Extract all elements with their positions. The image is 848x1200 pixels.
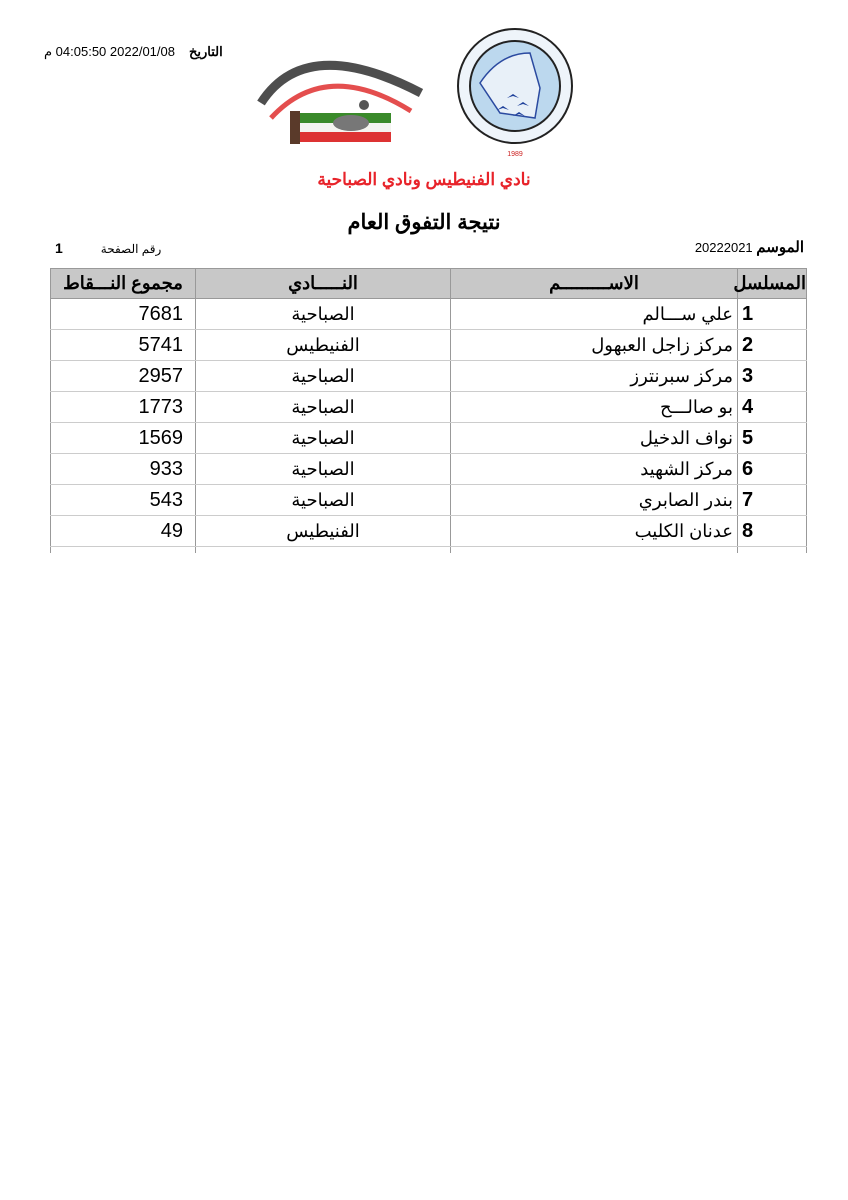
cell-serial: 4 — [738, 392, 807, 423]
cell-serial: 5 — [738, 423, 807, 454]
cell-club: الصباحية — [196, 454, 451, 485]
table-row — [51, 485, 807, 516]
cell-club: الصباحية — [196, 361, 451, 392]
season-value: 20222021 — [694, 240, 753, 255]
header-name: الاســـــــــم — [451, 269, 738, 299]
empty-cell — [196, 547, 451, 553]
cell-serial: 2 — [738, 330, 807, 361]
cell-serial: 7 — [738, 485, 807, 516]
cell-name: مركز الشهيد — [451, 454, 738, 485]
header-club: النـــــادي — [196, 269, 451, 299]
cell-club: الفنيطيس — [196, 330, 451, 361]
table-row — [51, 516, 807, 547]
cell-name: علي ســـالم — [451, 299, 738, 330]
cell-club: الصباحية — [196, 299, 451, 330]
header-serial: المسلسل — [738, 269, 807, 299]
cell-points: 1773 — [51, 392, 196, 423]
table-empty-row — [51, 547, 807, 553]
table-row — [51, 361, 807, 392]
page-number-label: رقم الصفحة — [100, 242, 162, 256]
page-number-value: 1 — [55, 240, 63, 256]
season-info — [695, 238, 804, 256]
date-label: التاريخ — [188, 44, 223, 59]
cell-club: الفنيطيس — [196, 516, 451, 547]
cell-name: مركز سبرنترز — [451, 361, 738, 392]
table-header-row — [51, 269, 807, 299]
date-value: 2022/01/08 04:05:50 م — [44, 44, 175, 59]
cell-name: بندر الصابري — [451, 485, 738, 516]
table-row — [51, 423, 807, 454]
cell-points: 933 — [51, 454, 196, 485]
cell-points: 543 — [51, 485, 196, 516]
header-points: مجموع النـــقاط — [51, 269, 196, 299]
table-row — [51, 330, 807, 361]
cell-points: 7681 — [51, 299, 196, 330]
cell-club: الصباحية — [196, 392, 451, 423]
cell-serial: 8 — [738, 516, 807, 547]
results-table — [50, 268, 807, 553]
club-name-heading: نادي الفنيطيس ونادي الصباحية — [317, 170, 531, 189]
page-number-info — [55, 240, 161, 256]
cell-club: الصباحية — [196, 485, 451, 516]
print-date — [44, 44, 223, 60]
cell-name: نواف الدخيل — [451, 423, 738, 454]
cell-serial: 1 — [738, 299, 807, 330]
cell-points: 1569 — [51, 423, 196, 454]
cell-points: 49 — [51, 516, 196, 547]
kuwait-racing-pigeon-club-logo — [246, 33, 432, 153]
cell-name: بو صالـــح — [451, 392, 738, 423]
table-row — [51, 392, 807, 423]
report-title: نتيجة التفوق العام — [347, 211, 501, 234]
cell-name: عدنان الكليب — [451, 516, 738, 547]
cell-points: 5741 — [51, 330, 196, 361]
svg-text:1989: 1989 — [507, 151, 523, 158]
cell-club: الصباحية — [196, 423, 451, 454]
table-row — [51, 454, 807, 485]
cell-serial: 3 — [738, 361, 807, 392]
empty-cell — [738, 547, 807, 553]
season-label: الموسم — [756, 239, 804, 256]
empty-cell — [451, 547, 738, 553]
empty-cell — [51, 547, 196, 553]
table-row — [51, 299, 807, 330]
kuwait-federation-logo — [455, 28, 575, 163]
cell-serial: 6 — [738, 454, 807, 485]
cell-points: 2957 — [51, 361, 196, 392]
cell-name: مركز زاجل العبهول — [451, 330, 738, 361]
